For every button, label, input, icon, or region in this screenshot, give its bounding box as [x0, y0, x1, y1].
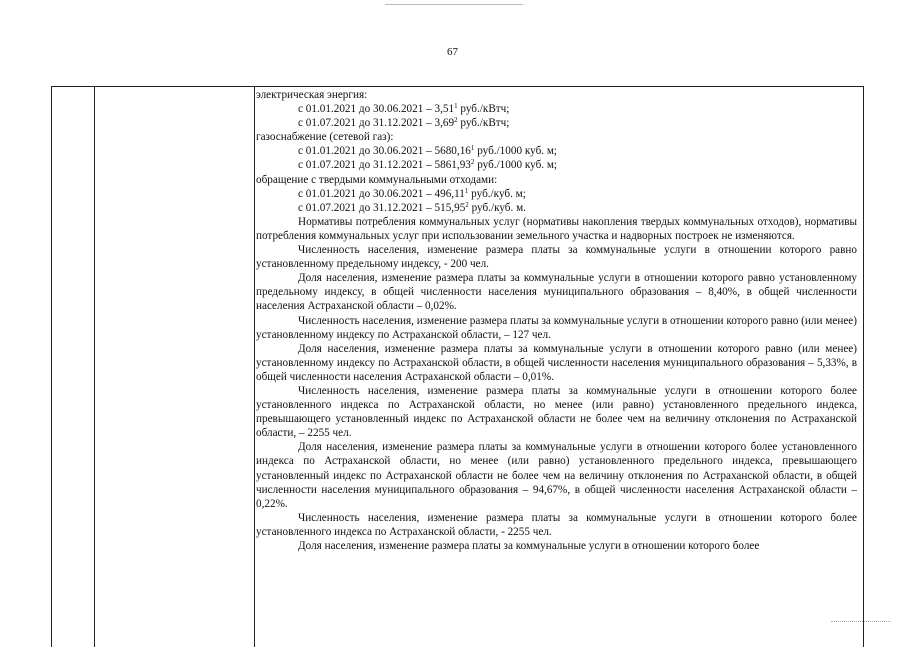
tariff-rate-line: с 01.07.2021 до 31.12.2021 – 3,69$^2$ руб./кВтч;	[298, 116, 510, 130]
table-content-cell	[256, 88, 857, 553]
page-number: 67	[447, 46, 458, 58]
body-paragraph: Численность населения, изменение размера платы за коммунальные услуги в отношении которого более установленного индекса по Астраханской области, - 2255 чел.	[256, 511, 857, 538]
column-divider-1	[94, 87, 95, 647]
tariff-heading-electric: электрическая энергия:	[256, 89, 368, 101]
tariff-rate-line: с 01.07.2021 до 31.12.2021 – 515,95$^2$ руб./куб. м.	[298, 200, 526, 214]
body-paragraph: Численность населения, изменение размера платы за коммунальные услуги в отношении которого более установленного индекса по Астраханской области, но менее (или равно) установленного предельного индекса, превышающего установленный индекс по Астраханской области не более чем на величину отклонения по Астраханской области, – 2255 чел.	[256, 384, 857, 440]
body-paragraph: Численность населения, изменение размера платы за коммунальные услуги в отношении которого равно (или менее) установленному индексу по Астраханской области, – 127 чел.	[256, 314, 857, 341]
footnote-mark: 1	[454, 102, 458, 111]
scan-artifact-mark	[831, 621, 891, 622]
body-paragraph: Доля населения, изменение размера платы за коммунальные услуги в отношении которого более	[298, 540, 760, 552]
footnote-mark: 2	[465, 200, 469, 209]
tariff-rate-line: с 01.01.2021 до 30.06.2021 – 496,11$^1$ руб./куб. м;	[298, 186, 526, 200]
tariff-rate-line: с 01.07.2021 до 31.12.2021 – 5861,93$^2$ руб./1000 куб. м;	[298, 158, 558, 172]
tariff-heading-waste: обращение с твердыми коммунальными отходами:	[256, 173, 498, 186]
body-paragraph: Доля населения, изменение размера платы за коммунальные услуги в отношении которого равно установленному предельному индексу, в общей численности населения муниципального образования – 8,40%, в общей численности населения Астраханской области – 0,02%.	[256, 272, 857, 313]
column-divider-2	[254, 87, 255, 647]
body-paragraph: Нормативы потребления коммунальных услуг (нормативы накопления твердых коммунальных отходов), нормативы потребления коммунальных услуг при использовании земельного участка и надворных построек не изменяются.	[256, 215, 857, 242]
footnote-mark: 1	[464, 186, 469, 195]
tariff-rate-line: с 01.01.2021 до 30.06.2021 – 5680,16$^1$ руб./1000 куб. м;	[298, 144, 558, 158]
document-table	[51, 86, 864, 647]
top-rule	[385, 4, 523, 5]
body-paragraph: Доля населения, изменение размера платы за коммунальные услуги в отношении которого равно (или менее) установленному индексу по Астраханской области, в общей численности населения муниципального образования – 5,33%, в общей численности населения Астраханской области – 0,01%.	[256, 342, 857, 383]
tariff-rate-line: с 01.01.2021 до 30.06.2021 – 3,51$^1$ руб./кВтч;	[298, 102, 510, 116]
body-paragraph: Численность населения, изменение размера платы за коммунальные услуги в отношении которого равно установленному предельному индексу, - 200 чел.	[256, 244, 857, 271]
footnote-mark: 2	[470, 158, 475, 167]
footnote-mark: 1	[470, 144, 475, 153]
tariff-heading-gas: газоснабжение (сетевой газ):	[256, 131, 394, 144]
body-paragraph: Доля населения, изменение размера платы за коммунальные услуги в отношении которого более установленного индекса по Астраханской области, но менее (или равно) установленного предельного индекса, превышающего установленный индекс по Астраханской области не более чем на величину отклонения по Астраханской области, в общей численности населения муниципального образования – 94,67%, в общей численности населения Астраханской области – 0,22%.	[256, 441, 857, 510]
footnote-mark: 2	[454, 116, 458, 125]
